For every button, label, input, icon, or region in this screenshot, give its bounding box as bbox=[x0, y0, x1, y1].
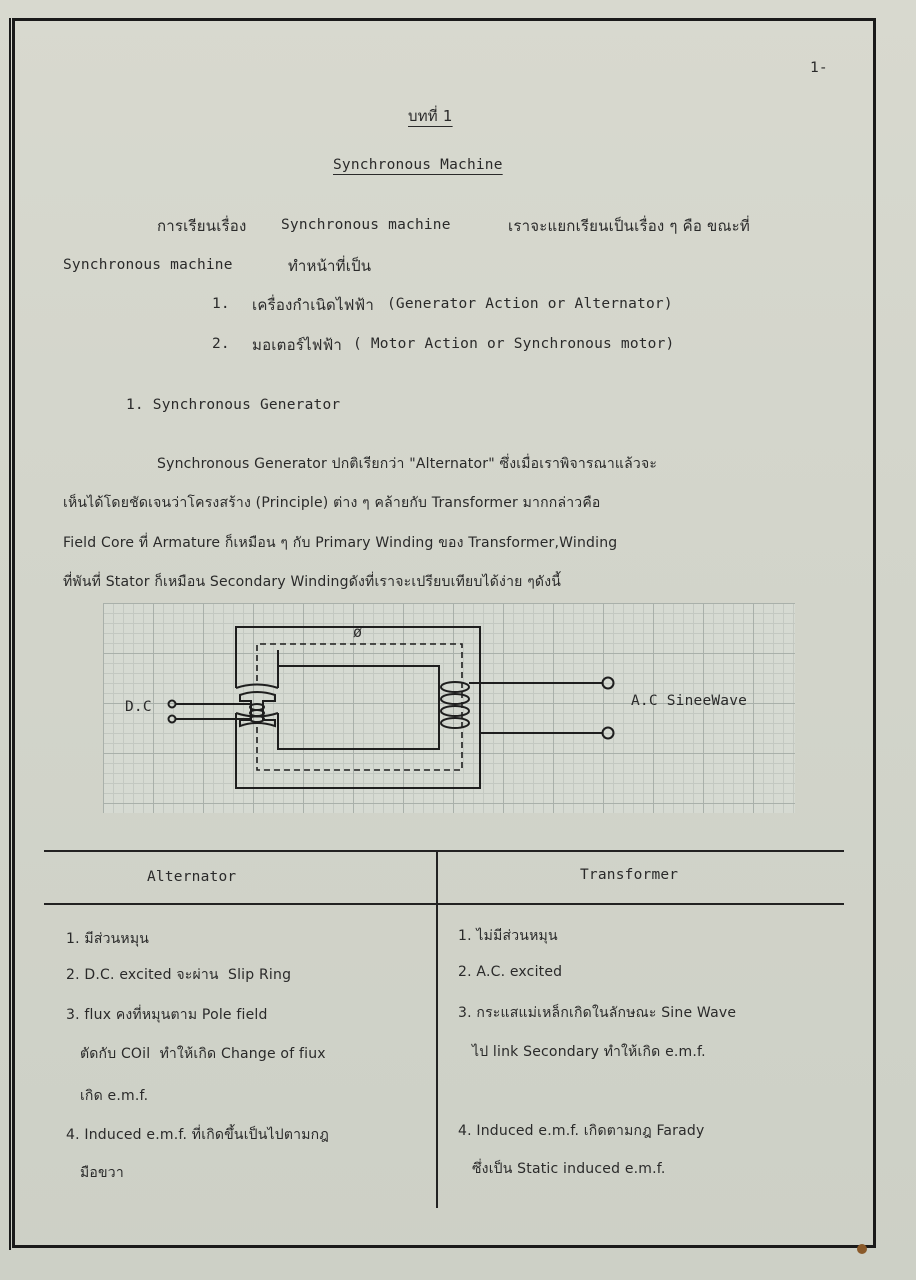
page-border-left-double bbox=[9, 18, 11, 1250]
section-heading: 1. Synchronous Generator bbox=[126, 397, 341, 413]
ac-label: A.C SineeWave bbox=[631, 693, 748, 709]
chapter-heading: บทที่ 1 bbox=[408, 107, 453, 125]
table-cell: 3. flux คงที่หมุนตาม Pole field bbox=[66, 1007, 268, 1023]
table-cell: มือขวา bbox=[66, 1165, 124, 1181]
table-header-transformer: Transformer bbox=[580, 867, 679, 883]
intro-thai-2: ทำหน้าที่เป็น bbox=[288, 257, 372, 275]
table-cell: ไป link Secondary ทำให้เกิด e.m.f. bbox=[458, 1044, 706, 1060]
paragraph-line: ที่พันที่ Stator ก็เหมือน Secondary Windingดังที่เราจะเปรียบเทียบได้ง่าย ๆดังนี้ bbox=[63, 574, 562, 590]
table-cell: 2. A.C. excited bbox=[458, 964, 563, 980]
intro-thai-b: เราจะแยกเรียนเป็นเรื่อง ๆ คือ ขณะที่ bbox=[508, 217, 750, 235]
table-cell: 1. มีส่วนหมุน bbox=[66, 931, 150, 947]
table-cell: 4. Induced e.m.f. เกิดตามกฎ Farady bbox=[458, 1123, 705, 1139]
intro-en: Synchronous machine bbox=[281, 217, 451, 233]
flux-label: ø bbox=[353, 623, 363, 641]
paragraph-line: Field Core ที่ Armature ก็เหมือน ๆ กับ Primary Winding ของ Transformer,Winding bbox=[63, 535, 618, 551]
table-cell: 2. D.C. excited จะผ่าน Slip Ring bbox=[66, 967, 292, 983]
paragraph-line: Synchronous Generator ปกติเรียกว่า "Alternator" ซึ่งเมื่อเราพิจารณาแล้วจะ bbox=[157, 456, 658, 472]
intro-en-2: Synchronous machine bbox=[63, 257, 233, 273]
graph-paper-diagram bbox=[103, 603, 795, 813]
dc-label: D.C bbox=[125, 699, 152, 715]
table-cell: 4. Induced e.m.f. ที่เกิดขึ้นเป็นไปตามกฎ bbox=[66, 1127, 329, 1143]
table-cell: 3. กระแสแม่เหล็กเกิดในลักษณะ Sine Wave bbox=[458, 1005, 737, 1021]
table-cell: 1. ไม่มีส่วนหมุน bbox=[458, 928, 558, 944]
ink-stain bbox=[857, 1244, 867, 1254]
table-header-alternator: Alternator bbox=[147, 869, 237, 885]
document-page: 1- บทที่ 1 Synchronous Machine การเรียนเรื่อง Synchronous machine เราจะแยกเรียนเป็นเรื่อง ๆ คือ ขณะที่ Synchronous machine ทำหน้าที่เป็น 1. เครื่องกำเนิดไฟฟ้า (Generator Action or Alternator) 2. มอเตอร์ไฟฟ้า ( Motor Action or Synchronous motor) 1. Synchronous Generator Synchronous Generator ปกติเรียกว่า "Alternator" ซึ่งเมื่อเราพิจารณาแล้วจะ เห็นได้โดยชัดเจนว่าโครงสร้าง (Principle) ต่าง ๆ คล้ายกับ Transformer มากกล่าวคือ Field Core ที่ Armature ก็เหมือน ๆ กับ Primary Winding ของ Transformer,Winding ที่พันที่ Stator ก็เหมือน Secondary Windingดังที่เราจะเปรียบเทียบได้ง่าย ๆดังนี้ ø D.C A.C SineeWave Alternator Transformer 1. มีส่วนหมุน 2. D.C. excited จะผ่าน Slip Ring 3. flux คงที่หมุนตาม Pole field ตัดกับ COil ทำให้เกิด Change of fiux เกิด e.m.f. 4. Induced e.m.f. ที่เกิดขึ้นเป็นไปตามกฎ มือขวา 1. ไม่มีส่วนหมุน 2. A.C. excited 3. กระแสแม่เหล็กเกิดในลักษณะ Sine Wave ไป link Secondary ทำให้เกิด e.m.f. 4. Induced e.m.f. เกิดตามกฎ Farady ซึ่งเป็น Static induced e.m.f. bbox=[0, 0, 916, 1280]
paragraph-line: เห็นได้โดยชัดเจนว่าโครงสร้าง (Principle) ต่าง ๆ คล้ายกับ Transformer มากกล่าวคือ bbox=[63, 495, 601, 511]
intro-thai-a: การเรียนเรื่อง bbox=[157, 217, 247, 235]
table-cell: เกิด e.m.f. bbox=[66, 1088, 149, 1104]
page-title: Synchronous Machine bbox=[333, 157, 503, 173]
table-header-rule bbox=[44, 903, 844, 905]
table-cell: ซึ่งเป็น Static induced e.m.f. bbox=[458, 1161, 666, 1177]
table-top-rule bbox=[44, 850, 844, 852]
table-column-divider bbox=[436, 850, 438, 1208]
table-cell: ตัดกับ COil ทำให้เกิด Change of fiux bbox=[66, 1046, 326, 1062]
page-number: 1- bbox=[810, 60, 828, 76]
